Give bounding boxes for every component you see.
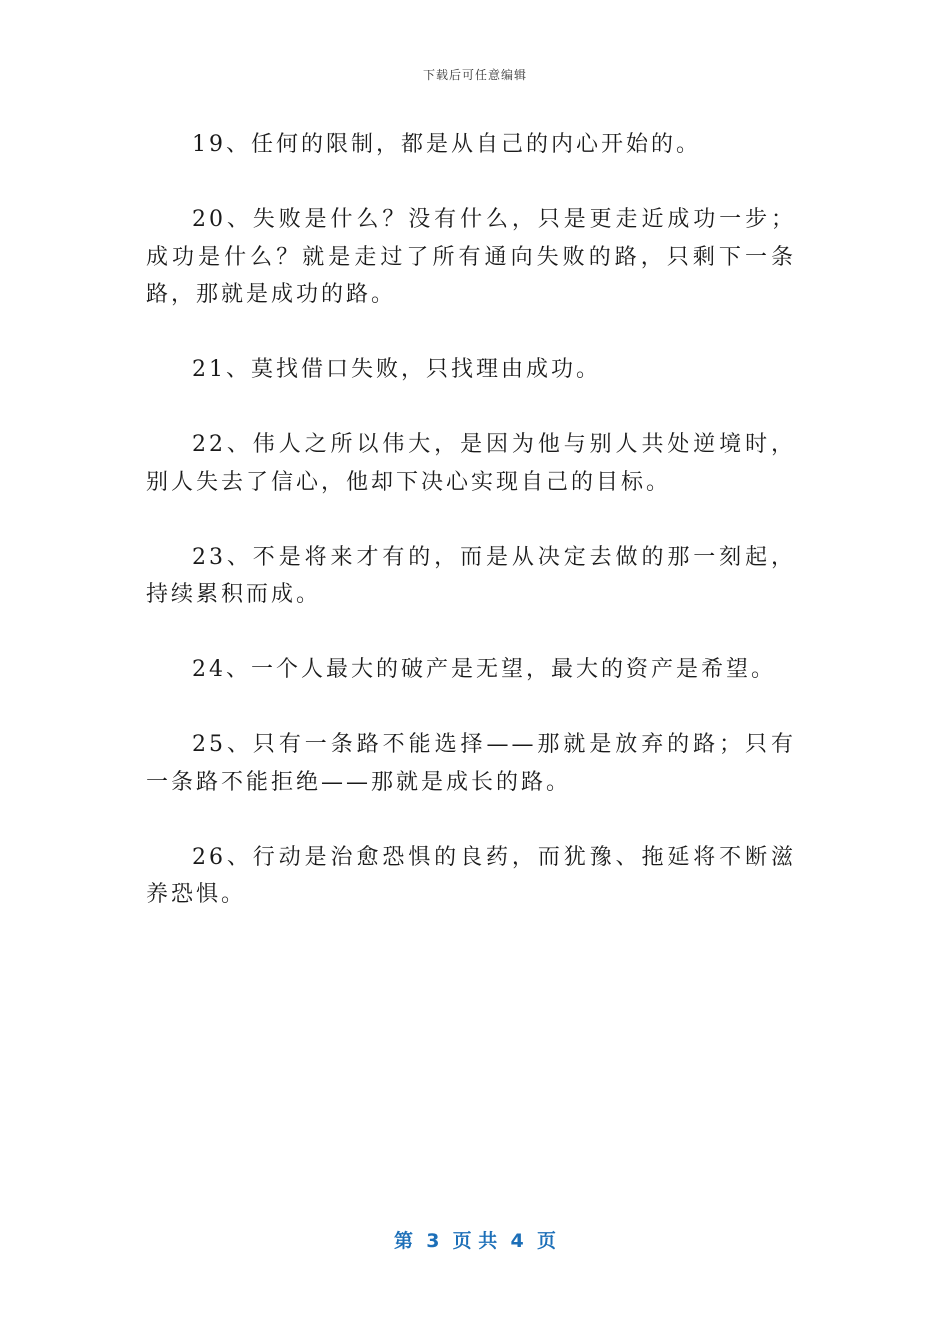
quote-26: 26、行动是治愈恐惧的良药，而犹豫、拖延将不断滋养恐惧。 (146, 844, 796, 907)
quote-22: 22、伟人之所以伟大，是因为他与别人共处逆境时，别人失去了信心，他却下决心实现自己的目标。 (146, 432, 796, 495)
quote-19: 19、任何的限制，都是从自己的内心开始的。 (192, 132, 701, 157)
quote-25: 25、只有一条路不能选择——那就是放弃的路；只有一条路不能拒绝——那就是成长的路。 (146, 732, 796, 795)
quote-20: 20、失败是什么？没有什么，只是更走近成功一步；成功是什么？就是走过了所有通向失败的路，只剩下一条路，那就是成功的路。 (146, 207, 796, 307)
quote-24: 24、一个人最大的破产是无望，最大的资产是希望。 (192, 657, 776, 682)
document-body (146, 126, 796, 951)
quote-23: 23、不是将来才有的，而是从决定去做的那一刻起，持续累积而成。 (146, 544, 796, 607)
quote-21: 21、莫找借口失败，只找理由成功。 (192, 357, 601, 382)
page-number-footer: 第 3 页 共 4 页 (394, 1230, 556, 1252)
page-header: 下载后可任意编辑 (422, 68, 527, 82)
